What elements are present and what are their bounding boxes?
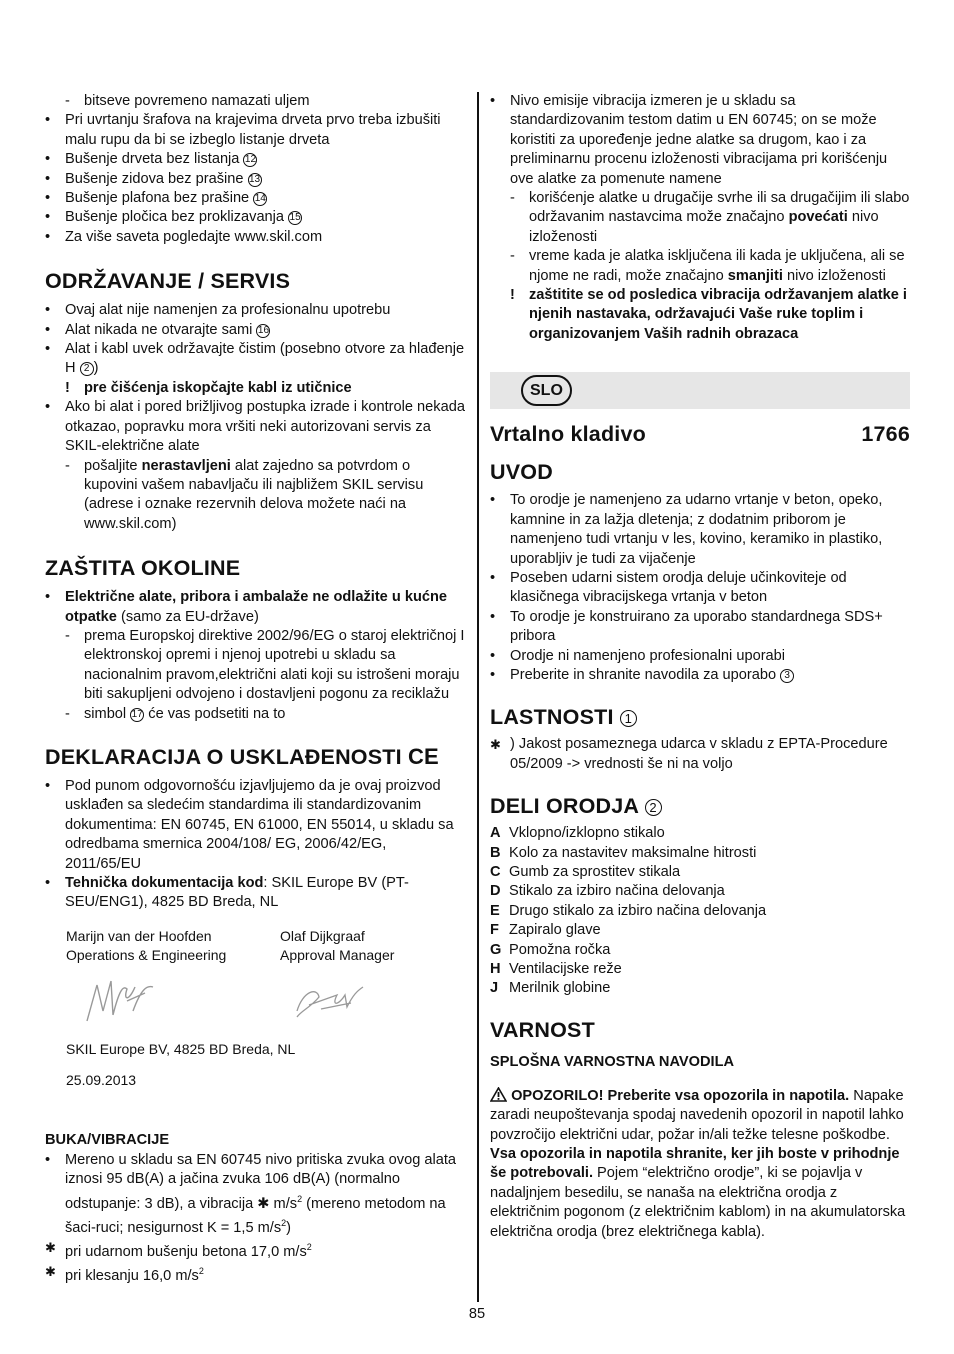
warning-triangle-icon bbox=[490, 1087, 507, 1102]
ref-number: 14 bbox=[254, 193, 266, 205]
declaration-date: 25.09.2013 bbox=[66, 1071, 137, 1088]
company-address: SKIL Europe BV, 4825 BD Breda, NL bbox=[66, 1040, 296, 1057]
list-item: • Ovaj alat nije namenjen za profesionalnu upotrebu bbox=[45, 301, 465, 320]
list-item: • Bušenje zidova bez prašine 13 bbox=[45, 170, 465, 189]
warning-item: ! zaštitite se od posledica vibracija održavanjem alatke i njenih nastavaka, održavajući Vaše ruke toplim i organizovanjem Vaših radnih obrazaca bbox=[490, 286, 910, 344]
list-item: • Mereno u skladu sa EN 60745 nivo pritiska zvuka ovog alata iznosi 95 dB(A) a jačina zvuka 106 dB(A) (normalno odstupanje: 3 dB), a vibracija ✱ $m/s^2$ (mereno metodom na šaci-ruci; nesigurnost K = 1,5 $m/s^2$) bbox=[45, 1151, 465, 1238]
list-item: • Bušenje plafona bez prašine 14 bbox=[45, 189, 465, 208]
signature-image-2 bbox=[291, 977, 371, 1023]
part-item: A Vklopno/izklopno stikalo bbox=[490, 825, 665, 842]
parts-list bbox=[490, 824, 910, 999]
list-item: • Pri uvrtanju šrafova na krajevima drveta prvo treba izbušiti malu rupu da bi se izbeglo listanje drveta bbox=[45, 111, 465, 150]
safety-subtitle: SPLOŠNA VARNOSTNA NAVODILA bbox=[490, 1053, 735, 1070]
ref-number: 3 bbox=[780, 669, 794, 683]
list-item: - vreme kada je alatka isključena ili kada je uključena, ali se njome ne radi, može značajno smanjiti nivo izloženosti bbox=[490, 247, 910, 286]
ref-number: 2 bbox=[645, 799, 662, 816]
signatory-1: Marijn van der Hoofden Operations & Engineering bbox=[66, 927, 227, 964]
list-item: • Bušenje drveta bez listanja 12 bbox=[45, 150, 465, 169]
product-title: Vrtalno kladivo bbox=[490, 422, 646, 447]
list-item: ✱ pri udarnom bušenju betona 17,0 $m/s^2$ bbox=[45, 1238, 465, 1262]
list-item: • Alat nikada ne otvarajte sami 16 bbox=[45, 321, 465, 340]
list-item: ✱ pri klesanju 16,0 $m/s^2$ bbox=[45, 1262, 465, 1286]
list-item: • To orodje je konstruirano za uporabo standardnega SDS+ pribora bbox=[490, 608, 910, 647]
list-item: • To orodje je namenjeno za udarno vrtanje v beton, opeko, kamnine in za lažja dletenja; z dodatnim priborom je namenjeno tudi vrtanju v les, kovino, keramiko in plastiko, uporabljiv je tudi za vijačenje bbox=[490, 491, 910, 569]
list-item: • Orodje ni namenjeno profesionalni uporabi bbox=[490, 647, 910, 666]
list-item: - korišćenje alatke u drugačije svrhe ili sa drugačijim ili slabo održavanim nastavcima može značajno povećati nivo izloženosti bbox=[490, 189, 910, 247]
signature-block bbox=[45, 927, 465, 1135]
list-item: - pošaljite nerastavljeni alat zajedno sa potvrdom o kupovini vašem nabavljaču ili najbližem SKIL servisu (adrese i oznake rezervnih delova možete naći na www.skil.com) bbox=[45, 457, 465, 535]
part-item: B Kolo za nastavitev maksimalne hitrosti bbox=[490, 844, 757, 861]
page-number: 85 bbox=[468, 1306, 486, 1322]
product-header bbox=[490, 421, 910, 449]
signatory-2: Olaf Dijkgraaf Approval Manager bbox=[280, 927, 395, 964]
list-item: • Pod punom odgovornošću izjavljujemo da je ovaj proizvod usklađen sa sledećim standardima ili standardizovanim dokumentima: EN 60745, EN 61000, EN 55014, u skladu sa odredbama smernica 2004/108/ EG, 2006/42/EG, 2011/65/EU bbox=[45, 777, 465, 874]
section-heading-lastnosti: LASTNOSTI 1 bbox=[490, 704, 910, 730]
list-item: • Za više saveta pogledajte www.skil.com bbox=[45, 228, 465, 247]
list-item: • Preberite in shranite navodila za uporabo 3 bbox=[490, 666, 910, 685]
part-item: G Pomožna ročka bbox=[490, 941, 611, 958]
left-column bbox=[45, 92, 465, 1287]
language-badge: SLO bbox=[521, 375, 572, 406]
signature-image-1 bbox=[83, 971, 163, 1029]
product-number: 1766 bbox=[861, 422, 910, 447]
ref-number: 15 bbox=[289, 212, 301, 224]
part-item: E Drugo stikalo za izbiro načina delovanja bbox=[490, 902, 767, 919]
section-heading-buka: BUKA/VIBRACIJE bbox=[45, 1131, 170, 1148]
section-heading-deli: DELI ORODJA 2 bbox=[490, 793, 910, 819]
list-item: • Nivo emisije vibracija izmeren je u skladu sa standardizovanim testom datim u EN 60745; on se može koristiti za upoređenje jedne alatke sa drugom, kao i za preliminarnu procenu izloženosti vibracijama pri korišćenju ove alatke za pomenute namene bbox=[490, 92, 910, 189]
right-column bbox=[490, 92, 910, 1242]
ref-number: 12 bbox=[244, 154, 257, 166]
list-item: • Bušenje pločica bez proklizavanja 15 bbox=[45, 208, 465, 227]
part-item: C Gumb za sprostitev stikala bbox=[490, 863, 681, 880]
ref-number: 13 bbox=[248, 173, 261, 185]
list-item: - bitseve povremeno namazati uljem bbox=[45, 92, 465, 111]
footnote: ✱ ) Jakost posameznega udarca v skladu z EPTA-Procedure 05/2009 -> vrednosti še ni na voljo bbox=[490, 736, 888, 772]
ref-number: 17 bbox=[131, 708, 143, 720]
section-heading-zastita: ZAŠTITA OKOLINE bbox=[45, 556, 241, 581]
list-item: • Tehnička dokumentacija kod: SKIL Europe BV (PT-SEU/ENG1), 4825 BD Breda, NL bbox=[45, 874, 465, 913]
column-divider bbox=[477, 92, 479, 1302]
ref-number: 16 bbox=[257, 324, 270, 336]
safety-paragraph: OPOZORILO! Preberite vsa opozorila in napotila. Napake zaradi neupoštevanja spodaj navedenih opozoril in napotil lahko povzročijo električni udar, požar in/ali težke telesne poškodbe. Vsa opozorila in napotila shranite, ker jih boste v prihodnje še potrebovali. Pojem “električno orodje”, ki se pojavlja v nadaljnjem besedilu, se nanaša na električna orodja z električnim pogonom (z električnim kablom) in na akumulatorska električna orodja (brez električnega kabla). bbox=[490, 1087, 906, 1240]
section-heading-deklaracija: DEKLARACIJA O USKLAĐENOSTI CE bbox=[45, 743, 439, 769]
warning-item: ! pre čišćenja iskopčajte kabl iz utičnice bbox=[45, 379, 465, 398]
list-item: • Električne alate, pribora i ambalaže ne odlažite u kućne otpatke (samo za EU-države) bbox=[45, 588, 465, 627]
part-item: J Merilnik globine bbox=[490, 980, 611, 997]
ce-mark: CE bbox=[407, 743, 439, 769]
ref-number: 1 bbox=[620, 710, 637, 727]
section-heading-varnost: VARNOST bbox=[490, 1017, 595, 1042]
list-item: - simbol 17 će vas podsetiti na to bbox=[45, 705, 465, 724]
ref-number: 2 bbox=[80, 362, 94, 376]
list-item: • Ako bi alat i pored brižljivog postupka izrade i kontrole nekada otkazao, popravku mora vršiti neki autorizovani servis za SKIL-električne alate bbox=[45, 398, 465, 456]
part-item: D Stikalo za izbiro načina delovanja bbox=[490, 883, 725, 900]
section-heading-odrzavanje: ODRŽAVANJE / SERVIS bbox=[45, 269, 291, 294]
list-item: • Alat i kabl uvek održavajte čistim (posebno otvore za hlađenje H 2 ) bbox=[45, 340, 465, 379]
list-item: • Poseben udarni sistem orodja deluje učinkoviteje od klasičnega vibracijskega vrtanja v beton bbox=[490, 569, 910, 608]
language-bar bbox=[490, 372, 910, 409]
section-heading-uvod: UVOD bbox=[490, 460, 553, 485]
part-item: F Zapiralo glave bbox=[490, 922, 601, 939]
part-item: H Ventilacijske reže bbox=[490, 961, 622, 977]
list-item: - prema Europskoj direktive 2002/96/EG o staroj električnoj I elektronskoj opremi i njenoj upotrebi u skladu sa nacionalnim pravom,električni alati koji su istrošeni moraju biti sakupljeni odvojeno i dostavljeni pogonu za reciklažu bbox=[45, 627, 465, 705]
